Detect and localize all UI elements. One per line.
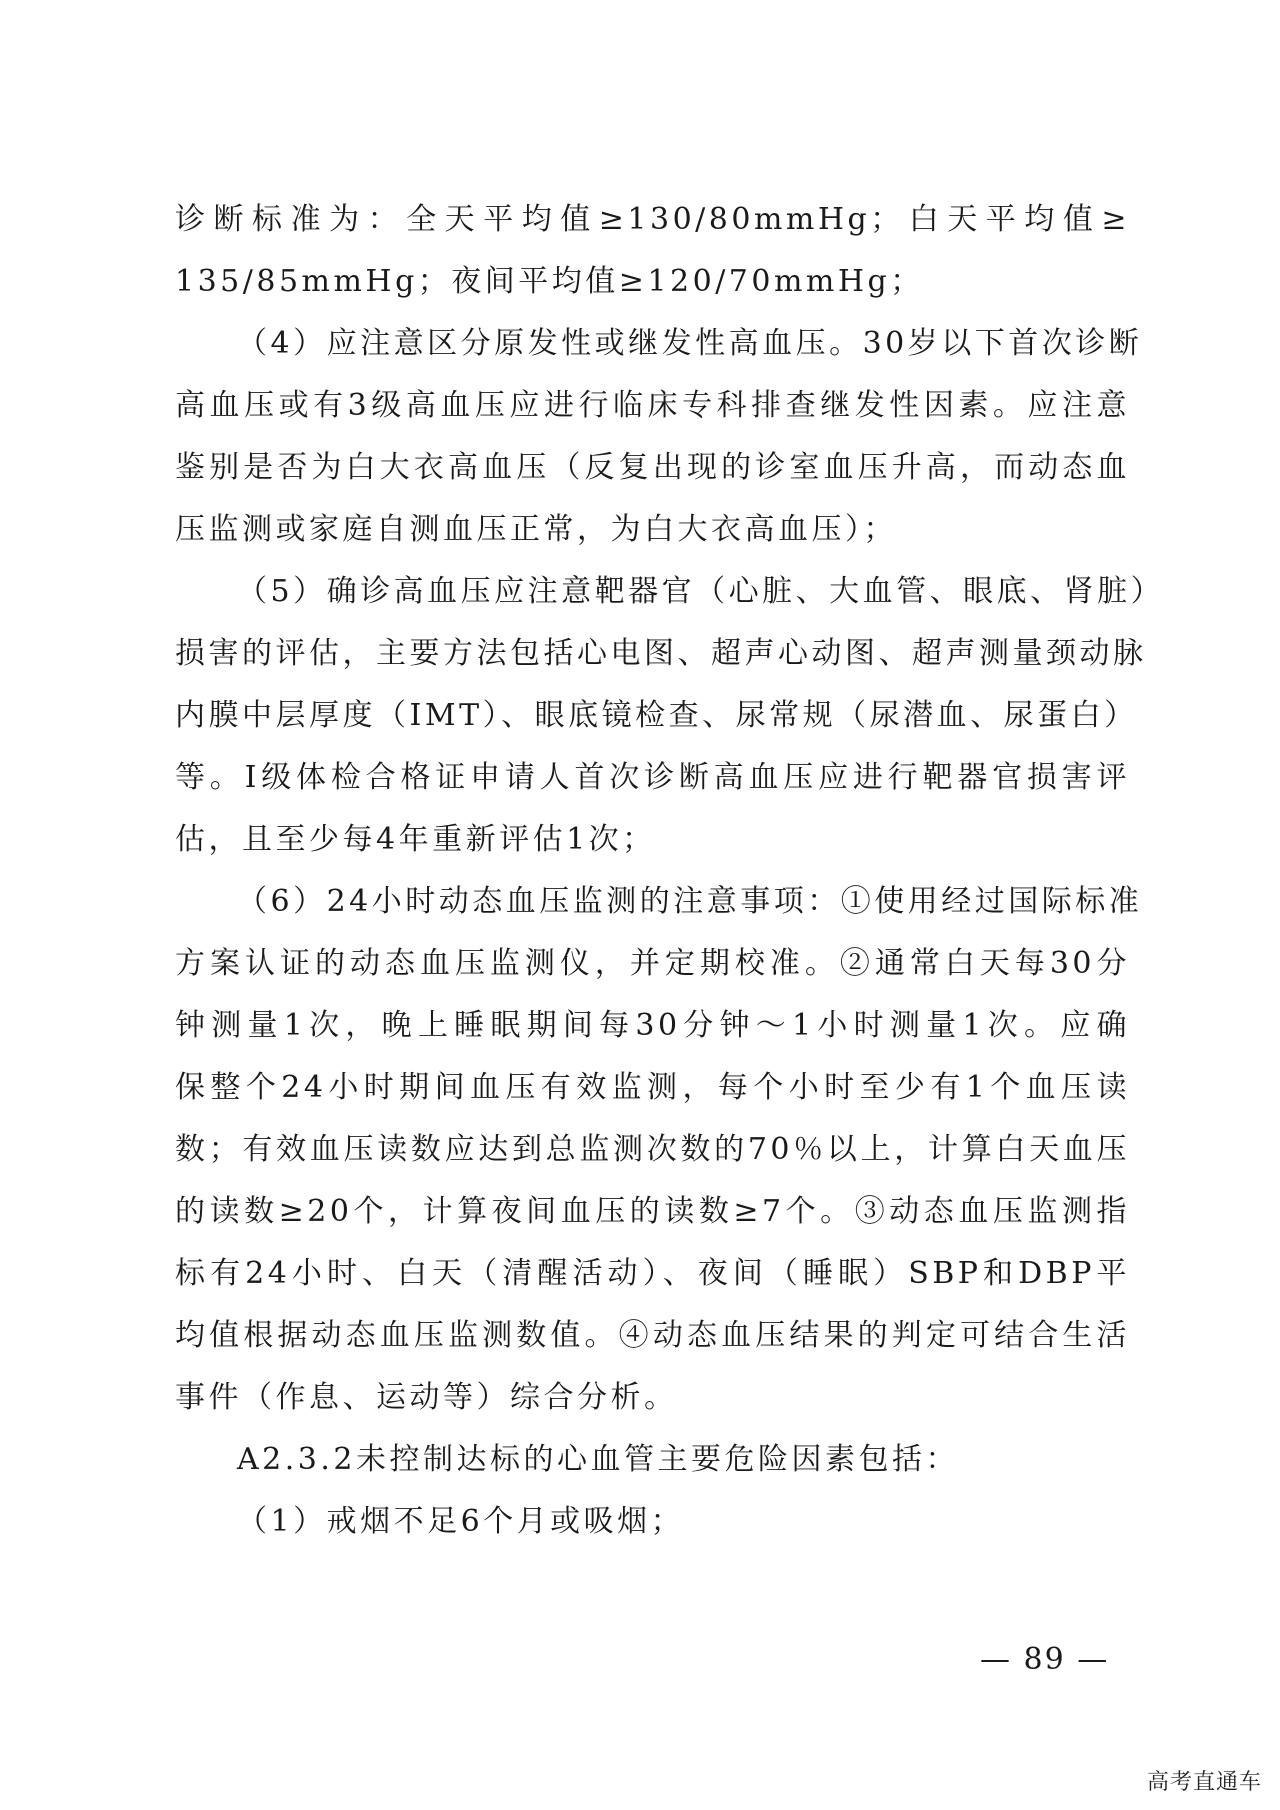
text-line: 损害的评估，主要方法包括心电图、超声心动图、超声测量颈动脉 (175, 636, 1147, 671)
text-line: 事件（作息、运动等）综合分析。 (175, 1380, 678, 1415)
text-line: 诊断标准为：全天平均值≥130/80mmHg；白天平均值≥ (175, 202, 1130, 237)
text-line: 鉴别是否为白大衣高血压（反复出现的诊室血压升高，而动态血 (175, 450, 1130, 485)
text-line: 的读数≥20个，计算夜间血压的读数≥7个。③动态血压监测指 (175, 1194, 1130, 1229)
paragraph-4-line: （4）应注意区分原发性或继发性高血压。30岁以下首次诊断 (237, 326, 1143, 361)
text-line: 钟测量1次，晚上睡眠期间每30分钟～1小时测量1次。应确 (175, 1008, 1130, 1043)
paragraph-6-line: （6）24小时动态血压监测的注意事项：①使用经过国际标准 (237, 884, 1143, 919)
text-line: 压监测或家庭自测血压正常，为白大衣高血压）； (175, 512, 897, 547)
page-number: — 89 — (980, 1642, 1110, 1677)
text-line: 均值根据动态血压监测数值。④动态血压结果的判定可结合生活 (175, 1318, 1130, 1353)
text-line: 保整个24小时期间血压有效监测，每个小时至少有1个血压读 (175, 1070, 1130, 1105)
text-line: 标有24小时、白天（清醒活动）、夜间（睡眠）SBP和DBP平 (175, 1256, 1130, 1291)
section-heading: A2.3.2未控制达标的心血管主要危险因素包括： (237, 1442, 959, 1477)
list-item: （1）戒烟不足6个月或吸烟； (237, 1504, 685, 1539)
text-line: 估，且至少每4年重新评估1次； (175, 822, 656, 857)
text-line: 内膜中层厚度（IMT）、眼底镜检查、尿常规（尿潜血、尿蛋白） (175, 698, 1138, 733)
text-line: 方案认证的动态血压监测仪，并定期校准。②通常白天每30分 (175, 946, 1130, 981)
paragraph-5-line: （5）确诊高血压应注意靶器官（心脏、大血管、眼底、肾脏） (237, 574, 1165, 609)
text-line: 数；有效血压读数应达到总监测次数的70％以上，计算白天血压 (175, 1132, 1130, 1167)
watermark: 高考直通车 (1146, 1770, 1262, 1795)
text-line: 135/85mmHg；夜间平均值≥120/70mmHg； (175, 264, 924, 299)
text-line: 等。Ⅰ级体检合格证申请人首次诊断高血压应进行靶器官损害评 (175, 760, 1130, 795)
text-line: 高血压或有3级高血压应进行临床专科排查继发性因素。应注意 (175, 388, 1130, 423)
